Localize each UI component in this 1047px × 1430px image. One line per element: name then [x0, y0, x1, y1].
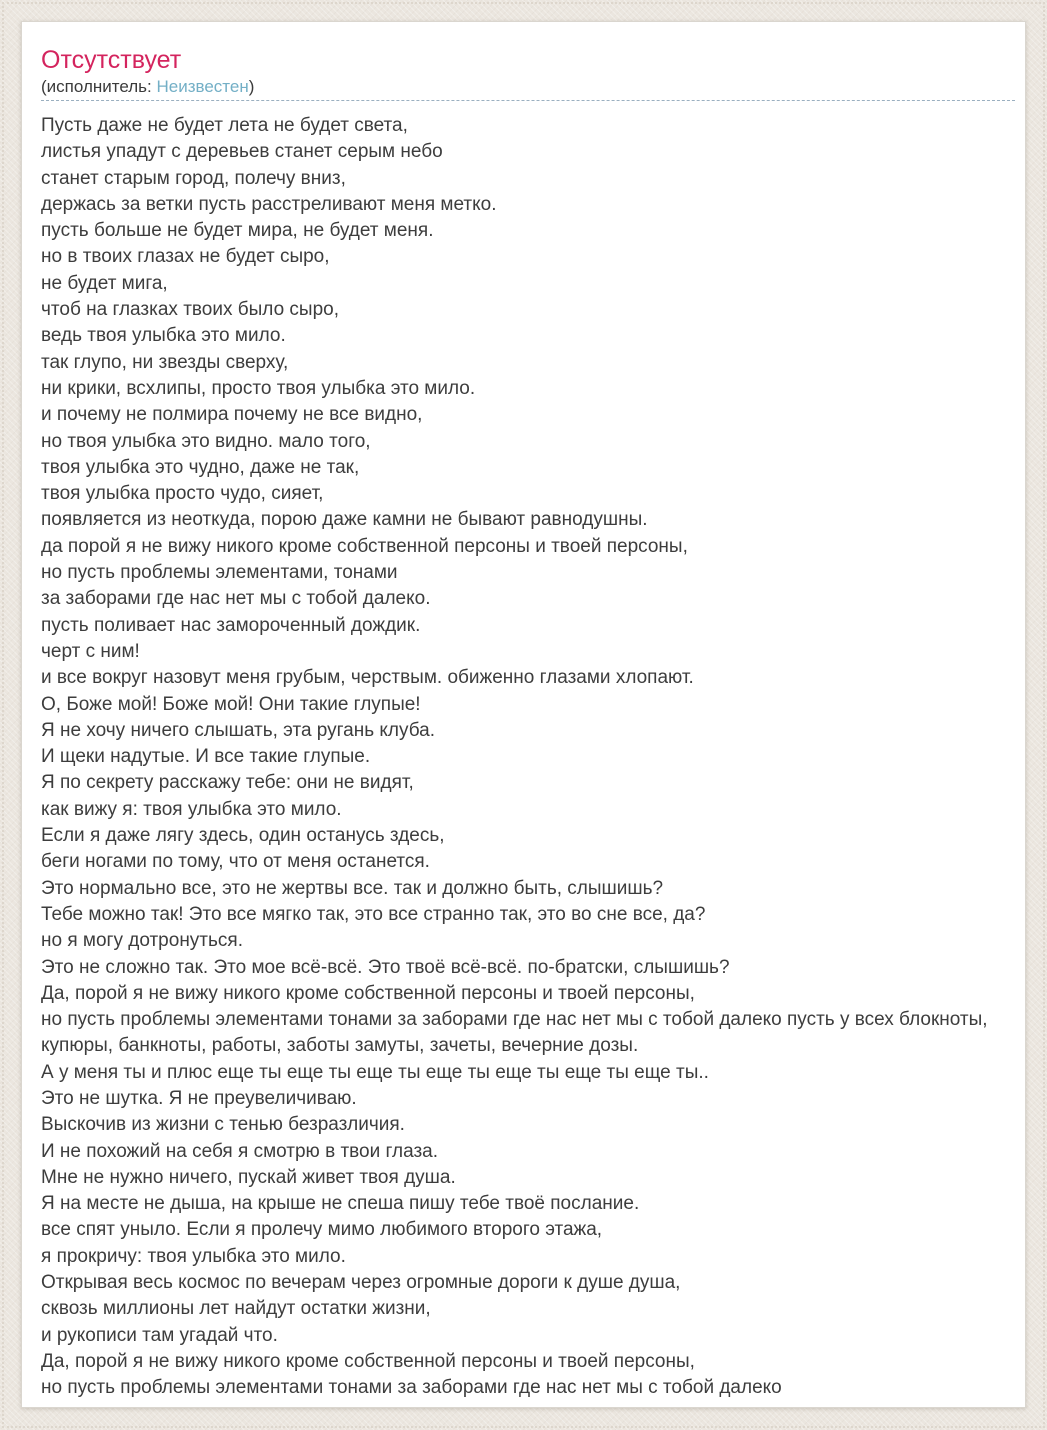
lyric-line: Мне не нужно ничего, пускай живет твоя душа.	[41, 1166, 456, 1188]
lyric-line: держась за ветки пусть расстреливают меня метко.	[41, 193, 497, 215]
lyric-line: Это не сложно так. Это мое всё-всё. Это твоё всё-всё. по-братски, слышишь?	[41, 956, 730, 978]
lyric-line: беги ногами по тому, что от меня останется.	[41, 851, 430, 873]
lyric-line: пусть поливает нас замороченный дождик.	[41, 614, 421, 636]
lyric-line: Да, порой я не вижу никого кроме собственной персоны и твоей персоны,	[41, 982, 695, 1004]
lyric-line: твоя улыбка это чудно, даже не так,	[41, 456, 360, 478]
lyrics-card	[21, 21, 1026, 1408]
lyric-line: но пусть проблемы элементами, тонами	[41, 562, 398, 584]
lyrics-text	[22, 101, 1025, 1402]
lyric-line: и все вокруг назовут меня грубым, черствым. обиженно глазами хлопают.	[41, 667, 694, 689]
lyric-line: за заборами где нас нет мы с тобой далеко.	[41, 588, 431, 610]
song-header	[41, 22, 1015, 101]
lyric-line: как вижу я: твоя улыбка это мило.	[41, 798, 342, 820]
lyric-line: О, Боже мой! Боже мой! Они такие глупые!	[41, 693, 421, 715]
lyric-line: не будет мига,	[41, 272, 168, 294]
lyric-line: сквозь миллионы лет найдут остатки жизни,	[41, 1298, 431, 1320]
lyric-line: листья упадут с деревьев станет серым небо	[41, 141, 443, 163]
song-title: Отсутствует	[41, 46, 182, 74]
performer-line	[41, 77, 1015, 97]
lyric-line: станет старым город, полечу вниз,	[41, 167, 346, 189]
lyric-line: ведь твоя улыбка это мило.	[41, 325, 286, 347]
lyric-line: все спят уныло. Если я пролечу мимо любимого второго этажа,	[41, 1219, 603, 1241]
lyric-line: Это не шутка. Я не преувеличиваю.	[41, 1087, 357, 1109]
artist-link[interactable]: Неизвестен	[156, 77, 249, 96]
lyric-line: но я могу дотронуться.	[41, 930, 243, 952]
lyric-line: Это нормально все, это не жертвы все. так и должно быть, слышишь?	[41, 877, 664, 899]
lyric-line: да порой я не вижу никого кроме собственной персоны и твоей персоны,	[41, 535, 688, 557]
lyric-line: И щеки надутые. И все такие глупые.	[41, 746, 371, 768]
lyric-line: и почему не полмира почему не все видно,	[41, 404, 423, 426]
lyric-line: но в твоих глазах не будет сыро,	[41, 246, 330, 268]
lyric-line: И не похожий на себя я смотрю в твои глаза.	[41, 1140, 438, 1162]
lyric-line: Да, порой я не вижу никого кроме собственной персоны и твоей персоны,	[41, 1350, 695, 1372]
lyric-line: но пусть проблемы элементами тонами за заборами где нас нет мы с тобой далеко пусть у всех блокноты,	[41, 1009, 988, 1031]
lyric-line: появляется из неоткуда, порою даже камни не бывают равнодушны.	[41, 509, 648, 531]
lyric-line: Пусть даже не будет лета не будет света,	[41, 115, 408, 136]
lyric-line: Если я даже лягу здесь, один останусь здесь,	[41, 825, 445, 847]
lyric-line: чтоб на глазках твоих было сыро,	[41, 299, 339, 321]
performer-label: (исполнитель:	[41, 77, 157, 96]
lyric-line: но твоя улыбка это видно. мало того,	[41, 430, 371, 452]
lyric-line: Я на месте не дыша, на крыше не спеша пишу тебе твоё послание.	[41, 1193, 640, 1215]
lyric-line: так глупо, ни звезды сверху,	[41, 351, 289, 373]
lyric-line: Я не хочу ничего слышать, эта ругань клуба.	[41, 719, 436, 741]
lyric-line: Открывая весь космос по вечерам через огромные дороги к душе душа,	[41, 1272, 681, 1294]
lyric-line: твоя улыбка просто чудо, сияет,	[41, 483, 324, 505]
lyric-line: но пусть проблемы элементами тонами за заборами где нас нет мы с тобой далеко	[41, 1377, 782, 1399]
lyric-line: Выскочив из жизни с тенью безразличия.	[41, 1114, 405, 1136]
lyric-line: А у меня ты и плюс еще ты еще ты еще ты еще ты еще ты еще ты еще ты..	[41, 1061, 709, 1083]
lyric-line: ни крики, всхлипы, просто твоя улыбка это мило.	[41, 377, 476, 399]
lyric-line: Тебе можно так! Это все мягко так, это все странно так, это во сне все, да?	[41, 903, 706, 925]
lyric-line: Я по секрету расскажу тебе: они не видят,	[41, 772, 414, 794]
lyric-line: черт с ним!	[41, 640, 140, 662]
lyric-line: пусть больше не будет мира, не будет меня.	[41, 220, 434, 242]
performer-label-suffix: )	[248, 77, 255, 96]
lyric-line: и рукописи там угадай что.	[41, 1324, 278, 1346]
lyric-line: купюры, банкноты, работы, заботы замуты, зачеты, вечерние дозы.	[41, 1035, 639, 1057]
lyric-line: я прокричу: твоя улыбка это мило.	[41, 1245, 346, 1267]
